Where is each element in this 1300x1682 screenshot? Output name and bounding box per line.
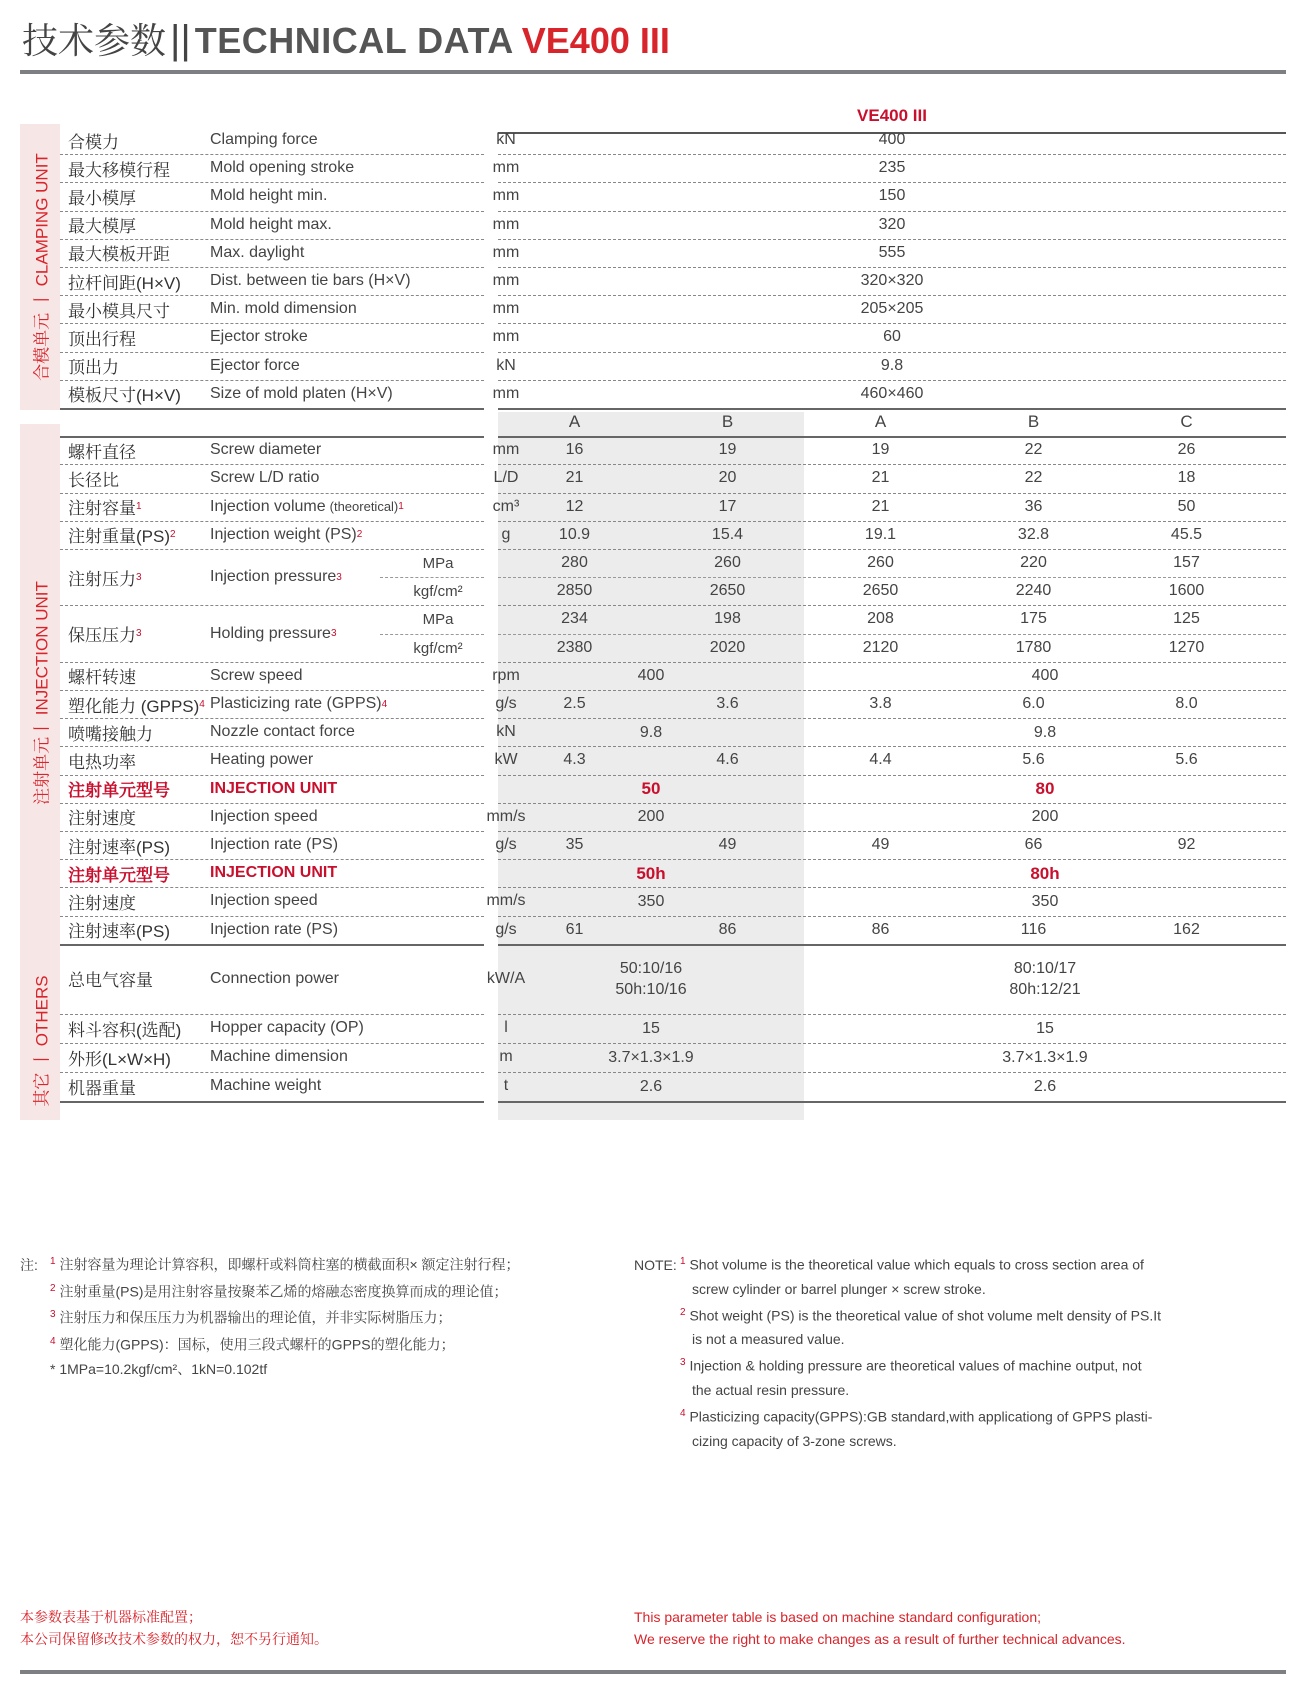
param-unit: L/D — [493, 469, 519, 487]
note-line-cont: cizing capacity of 3-zone screws. — [692, 1432, 897, 1449]
param-value: 555 — [878, 243, 906, 261]
section-label-clamping: 合模单元 丨 CLAMPING UNIT — [32, 153, 52, 381]
param-value-merged: 50:10/16 50h:10/16 — [615, 959, 687, 998]
section-label-others: 其它 丨 OTHERS — [32, 975, 52, 1107]
note-line-cont: is not a measured value. — [692, 1331, 845, 1348]
param-value: 2650 — [709, 582, 746, 600]
table-row — [60, 746, 1286, 774]
param-name-en: Size of mold platen (H×V) — [210, 384, 393, 402]
param-value: 16 — [565, 441, 584, 459]
param-value: 61 — [565, 920, 584, 938]
param-value: 45.5 — [1170, 525, 1203, 543]
notes-cn — [20, 1250, 520, 1381]
screw-header: C — [1180, 412, 1193, 432]
param-value: 2650 — [862, 582, 899, 600]
footnote-marker: 3 — [680, 1357, 686, 1369]
table-row — [60, 436, 1286, 464]
param-value-merged: 9.8 — [639, 723, 663, 741]
table-row — [60, 493, 1286, 521]
note-text: Injection & holding pressure are theoretical values of machine output, not — [685, 1357, 1142, 1374]
footnote-marker: 2 — [680, 1306, 686, 1318]
param-name-en: Injection pressure 3 — [210, 568, 342, 586]
param-value: 21 — [871, 497, 890, 515]
table-row — [60, 1072, 1286, 1101]
footnote-marker: 1 — [398, 501, 404, 513]
sub-row-rule — [498, 577, 1286, 578]
param-unit: mm — [492, 300, 520, 318]
footnote-marker: 3 — [136, 571, 142, 583]
param-name-cn: 最小模具尺寸 — [68, 301, 170, 321]
param-value-merged: 2.6 — [1033, 1077, 1057, 1095]
note-line — [634, 1351, 1161, 1378]
param-value: 4.6 — [716, 751, 739, 769]
table-row — [60, 1043, 1286, 1072]
param-value: 2020 — [709, 638, 746, 656]
param-unit: g/s — [495, 695, 517, 713]
note-line-cont: the actual resin pressure. — [692, 1381, 850, 1398]
row-rule-right — [498, 1101, 1286, 1103]
param-value: 86 — [718, 920, 737, 938]
table-row — [60, 126, 1286, 154]
param-unit: kN — [496, 723, 516, 741]
param-value: 2120 — [862, 638, 899, 656]
note-line — [634, 1301, 1161, 1328]
param-value: 19 — [718, 441, 737, 459]
param-name-en: Injection volume (theoretical) 1 — [210, 497, 404, 515]
param-unit: mm — [492, 159, 520, 177]
param-name-en: Screw diameter — [210, 441, 322, 459]
param-unit: g/s — [495, 836, 517, 854]
sub-row-rule — [380, 634, 484, 635]
param-name-cn: 塑化能力 (GPPS) 4 — [68, 696, 205, 716]
bottom-rule — [20, 1670, 1286, 1674]
param-name-cn: 喷嘴接触力 — [68, 724, 153, 744]
param-unit: l — [504, 1019, 508, 1037]
sidebar-others — [20, 962, 60, 1120]
param-unit: mm — [492, 441, 520, 459]
param-value: 32.8 — [1017, 525, 1050, 543]
screw-header: B — [721, 412, 734, 432]
param-value: 208 — [867, 610, 894, 628]
param-unit: m — [499, 1048, 513, 1066]
note-text: 注射重量(PS)是用注射容量按聚苯乙烯的熔融态密度换算而成的理论值； — [55, 1283, 508, 1300]
note-text: Shot volume is the theoretical value which equals to cross section area of — [685, 1256, 1144, 1273]
param-value-merged: 400 — [1031, 667, 1059, 685]
param-value-merged: 15 — [1036, 1019, 1054, 1037]
param-value: 150 — [878, 187, 906, 205]
footer-cn-line: 本参数表基于机器标准配置； — [20, 1609, 202, 1625]
param-name-en: Screw speed — [210, 666, 303, 684]
screw-header: B — [1027, 412, 1040, 432]
param-name-en: Injection speed — [210, 807, 318, 825]
footer-cn — [20, 1606, 328, 1650]
param-value: 5.6 — [1175, 751, 1198, 769]
param-value: 320×320 — [860, 272, 924, 290]
table-row — [60, 521, 1286, 549]
param-name-en: Injection rate (PS) — [210, 836, 339, 854]
param-name-en: Holding pressure 3 — [210, 624, 337, 642]
sub-row-rule — [380, 577, 484, 578]
param-name-cn: 最大模厚 — [68, 217, 136, 237]
table-row — [60, 916, 1286, 944]
note-label: NOTE: — [634, 1256, 677, 1273]
row-rule-left — [60, 1101, 484, 1103]
param-value: 460×460 — [860, 384, 924, 402]
page-title — [22, 14, 670, 66]
footnote-marker: 4 — [199, 698, 205, 710]
param-value: 1780 — [1015, 638, 1052, 656]
note-text: 注射容量为理论计算容积，即螺杆或料筒柱塞的横截面积× 额定注射行程； — [55, 1256, 520, 1273]
param-value: 157 — [1173, 554, 1200, 571]
param-unit: t — [503, 1077, 509, 1095]
note-line-cont: screw cylinder or barrel plunger × screw stroke. — [692, 1280, 986, 1297]
notes-en — [634, 1250, 1161, 1453]
param-unit: g/s — [495, 920, 517, 938]
param-value-merged: 3.7×1.3×1.9 — [608, 1048, 694, 1066]
footer-en-line: This parameter table is based on machine standard configuration; — [634, 1609, 1042, 1625]
footnote-marker: 1 — [680, 1256, 686, 1267]
param-unit: cm³ — [492, 497, 520, 515]
param-name-en: Injection speed — [210, 892, 318, 910]
table-row — [60, 775, 1286, 803]
screw-header: A — [568, 412, 581, 432]
footer-en — [634, 1606, 1126, 1650]
table-row — [60, 295, 1286, 323]
footnote-marker: 4 — [50, 1335, 56, 1347]
param-name-cn: 模板尺寸(H×V) — [68, 386, 181, 406]
table-row — [60, 182, 1286, 210]
param-value: 4.3 — [563, 751, 586, 769]
param-name-cn: 顶出行程 — [68, 329, 136, 349]
param-unit: mm — [492, 272, 520, 290]
param-name-cn: 注射容量 1 — [68, 499, 142, 519]
table-row — [60, 831, 1286, 859]
footnote-marker: 3 — [330, 628, 337, 640]
footer-cn-line: 本公司保留修改技术参数的权力，恕不另行通知。 — [20, 1631, 328, 1647]
sidebar-clamping — [20, 124, 60, 410]
param-name-en: INJECTION UNIT — [210, 779, 338, 797]
param-value: 26 — [1177, 441, 1196, 459]
param-value-merged: 80:10/17 80h:12/21 — [1009, 959, 1081, 998]
param-name-cn: 拉杆间距(H×V) — [68, 273, 181, 293]
title-en: TECHNICAL DATA — [194, 20, 514, 61]
param-value: 198 — [714, 610, 741, 628]
param-value: 260 — [714, 554, 741, 571]
param-name-en: Injection weight (PS) 2 — [210, 525, 363, 543]
table-row — [60, 239, 1286, 267]
param-value: 49 — [871, 836, 890, 854]
param-value-merged: 50 — [641, 779, 661, 799]
param-value: 22 — [1024, 441, 1043, 459]
param-name-cn: 外形(L×W×H) — [68, 1049, 171, 1069]
note-line — [20, 1303, 520, 1330]
param-value: 125 — [1173, 610, 1200, 628]
note-text: Plasticizing capacity(GPPS):GB standard,with applicationg of GPPS plasti- — [685, 1408, 1153, 1425]
param-value: 36 — [1024, 497, 1043, 515]
param-unit: kgf/cm² — [413, 583, 463, 601]
param-value: 1270 — [1168, 638, 1205, 656]
param-value: 49 — [718, 836, 737, 854]
param-name-en: Mold height max. — [210, 215, 332, 233]
param-value: 3.6 — [716, 695, 739, 713]
param-value: 66 — [1024, 836, 1043, 854]
footnote-marker: 2 — [50, 1282, 56, 1294]
footnote-marker: 2 — [356, 529, 363, 541]
footnote-marker: 3 — [336, 571, 342, 583]
param-unit: kN — [496, 356, 516, 374]
param-name-cn: 注射压力 3 — [68, 569, 142, 589]
param-name-en: Dist. between tie bars (H×V) — [210, 272, 411, 290]
param-value: 162 — [1173, 920, 1200, 938]
note-text: 注射压力和保压压力为机器输出的理论值，并非实际树脂压力； — [55, 1309, 452, 1326]
param-value: 9.8 — [880, 356, 904, 374]
param-value: 280 — [561, 554, 588, 571]
param-name-en: Min. mold dimension — [210, 300, 357, 318]
table-row — [60, 662, 1286, 690]
table-row — [60, 380, 1286, 408]
param-value-merged: 50h — [636, 863, 666, 883]
param-name-cn: 注射速率(PS) — [68, 922, 170, 942]
param-name-cn: 顶出力 — [68, 358, 119, 378]
param-value: 175 — [1020, 610, 1047, 628]
param-value-merged: 15 — [642, 1019, 660, 1037]
param-value: 15.4 — [711, 525, 744, 543]
section-label-injection: 注射单元丨 INJECTION UNIT — [32, 581, 52, 805]
note-line — [20, 1330, 520, 1357]
param-name-cn: 合模力 — [68, 132, 119, 152]
param-name-cn: 注射速率(PS) — [68, 837, 170, 857]
param-value: 18 — [1177, 469, 1196, 487]
param-unit: MPa — [422, 611, 454, 629]
param-value: 205×205 — [860, 300, 924, 318]
param-name-cn: 总电气容量 — [68, 971, 153, 991]
param-unit: mm — [492, 328, 520, 346]
table-row — [60, 154, 1286, 182]
note-text: * 1MPa=10.2kgf/cm²、1kN=0.102tf — [50, 1360, 268, 1377]
table-row — [60, 887, 1286, 915]
param-value: 4.4 — [869, 751, 892, 769]
title-cn: 技术参数 — [22, 21, 167, 62]
param-unit: kN — [496, 131, 516, 149]
param-value-merged: 200 — [637, 808, 665, 826]
title-separator: || — [170, 18, 191, 62]
param-value: 60 — [883, 328, 901, 346]
param-value-merged: 80 — [1035, 779, 1055, 799]
param-unit: kW/A — [486, 969, 526, 987]
param-value-merged: 350 — [1031, 892, 1059, 910]
param-value: 2240 — [1015, 582, 1052, 600]
param-name-en: Ejector stroke — [210, 328, 308, 346]
param-unit: MPa — [422, 555, 454, 572]
note-line — [634, 1402, 1161, 1429]
param-name-cn: 注射单元型号 — [68, 781, 170, 801]
param-name-en: Hopper capacity (OP) — [210, 1019, 364, 1037]
param-name-en: Machine dimension — [210, 1048, 348, 1066]
param-value: 320 — [878, 215, 906, 233]
param-name-cn: 保压压力 3 — [68, 626, 142, 646]
param-value: 22 — [1024, 469, 1043, 487]
param-value: 50 — [1177, 497, 1196, 515]
param-name-cn: 注射单元型号 — [68, 865, 170, 885]
param-name-en: Injection rate (PS) — [210, 920, 339, 938]
table-row — [60, 690, 1286, 718]
param-unit: kgf/cm² — [413, 639, 463, 657]
param-value: 10.9 — [558, 525, 591, 543]
param-value: 35 — [565, 836, 584, 854]
param-name-cn: 最大移模行程 — [68, 160, 170, 180]
table-row — [60, 718, 1286, 746]
param-value: 234 — [561, 610, 588, 628]
param-unit: mm/s — [486, 892, 526, 910]
note-line — [634, 1250, 1161, 1277]
param-name-en: Clamping force — [210, 131, 318, 149]
param-name-en: Heating power — [210, 751, 314, 769]
param-unit: mm — [492, 384, 520, 402]
param-value: 19 — [871, 441, 890, 459]
param-name-cn: 注射重量(PS) 2 — [68, 527, 176, 547]
param-name-cn: 注射速度 — [68, 809, 136, 829]
table-row — [60, 944, 1286, 1014]
param-unit: mm/s — [486, 807, 526, 825]
param-value: 1600 — [1168, 582, 1205, 600]
param-unit: rpm — [492, 666, 520, 684]
param-value: 8.0 — [1175, 695, 1198, 713]
table-row — [60, 1014, 1286, 1043]
screw-header-row — [60, 408, 1286, 436]
table-row — [60, 464, 1286, 492]
param-value: 5.6 — [1022, 751, 1045, 769]
table-row — [60, 267, 1286, 295]
param-name-en: Mold height min. — [210, 187, 328, 205]
param-unit: kW — [494, 751, 518, 769]
param-value: 260 — [867, 554, 894, 571]
param-name-en-note: (theoretical) — [329, 499, 399, 515]
param-name-cn: 最大模板开距 — [68, 245, 170, 265]
param-value: 2.5 — [563, 695, 586, 713]
param-name-cn: 最小模厚 — [68, 188, 136, 208]
param-value: 12 — [565, 497, 584, 515]
param-name-cn: 螺杆转速 — [68, 668, 136, 688]
footnote-marker: 2 — [170, 529, 176, 541]
param-value: 6.0 — [1022, 695, 1045, 713]
param-value: 220 — [1020, 554, 1047, 571]
param-name-en: Plasticizing rate (GPPS) 4 — [210, 695, 388, 713]
note-label: 注: — [20, 1256, 38, 1273]
param-name-cn: 电热功率 — [68, 752, 136, 772]
footnote-marker: 3 — [50, 1309, 56, 1321]
param-unit: g — [501, 525, 511, 543]
param-name-en: Mold opening stroke — [210, 159, 355, 177]
param-value: 21 — [871, 469, 890, 487]
param-name-en: Max. daylight — [210, 243, 305, 261]
param-value-merged: 400 — [637, 667, 665, 685]
param-name-en: Nozzle contact force — [210, 723, 355, 741]
param-value: 400 — [878, 131, 906, 149]
sub-row-rule — [498, 634, 1286, 635]
param-name-cn: 注射速度 — [68, 893, 136, 913]
footnote-marker: 1 — [50, 1256, 56, 1267]
model-header: VE400 III — [857, 106, 927, 125]
note-line — [20, 1357, 520, 1381]
sidebar-injection — [20, 424, 60, 962]
param-unit: mm — [492, 243, 520, 261]
title-model: VE400 III — [521, 20, 670, 61]
param-name-cn: 机器重量 — [68, 1078, 136, 1098]
param-unit: mm — [492, 187, 520, 205]
param-value: 21 — [565, 469, 584, 487]
param-value-merged: 350 — [637, 892, 665, 910]
screw-header: A — [874, 412, 887, 432]
param-name-en: Connection power — [210, 969, 339, 987]
param-value: 20 — [718, 469, 737, 487]
param-value-merged: 80h — [1030, 863, 1060, 883]
note-text: Shot weight (PS) is the theoretical value of shot volume melt density of PS.It — [685, 1307, 1162, 1324]
table-row — [60, 859, 1286, 887]
param-value: 2380 — [556, 638, 593, 656]
table-row — [60, 352, 1286, 380]
param-value: 235 — [878, 159, 906, 177]
param-unit: mm — [492, 215, 520, 233]
param-value-merged: 2.6 — [639, 1077, 663, 1095]
param-value: 86 — [871, 920, 890, 938]
param-name-en: Ejector force — [210, 356, 300, 374]
param-name-cn: 螺杆直径 — [68, 442, 136, 462]
param-value: 19.1 — [864, 525, 897, 543]
param-name-en: Machine weight — [210, 1077, 322, 1095]
note-line — [20, 1250, 520, 1277]
footnote-marker: 4 — [680, 1407, 686, 1419]
param-value: 17 — [718, 497, 737, 515]
param-name-en: INJECTION UNIT — [210, 864, 338, 882]
param-name-cn: 料斗容积(选配) — [68, 1020, 182, 1040]
footnote-marker: 1 — [136, 501, 142, 513]
param-name-cn: 长径比 — [68, 470, 119, 490]
footer-en-line: We reserve the right to make changes as a result of further technical advances. — [634, 1631, 1126, 1647]
param-value: 2850 — [556, 582, 593, 600]
title-rule — [20, 70, 1286, 74]
param-value-merged: 200 — [1031, 808, 1059, 826]
footnote-marker: 3 — [136, 628, 142, 640]
param-value: 3.8 — [869, 695, 892, 713]
param-value-merged: 9.8 — [1033, 723, 1057, 741]
note-line — [20, 1277, 520, 1304]
param-value-merged: 3.7×1.3×1.9 — [1002, 1048, 1088, 1066]
param-name-en: Screw L/D ratio — [210, 469, 320, 487]
param-value: 92 — [1177, 836, 1196, 854]
table-row — [60, 323, 1286, 351]
footnote-marker: 4 — [381, 698, 388, 710]
table-row — [60, 211, 1286, 239]
param-value: 116 — [1020, 920, 1047, 938]
note-text: 塑化能力(GPPS)：国标，使用三段式螺杆的GPPS的塑化能力； — [55, 1336, 455, 1353]
table-row — [60, 803, 1286, 831]
